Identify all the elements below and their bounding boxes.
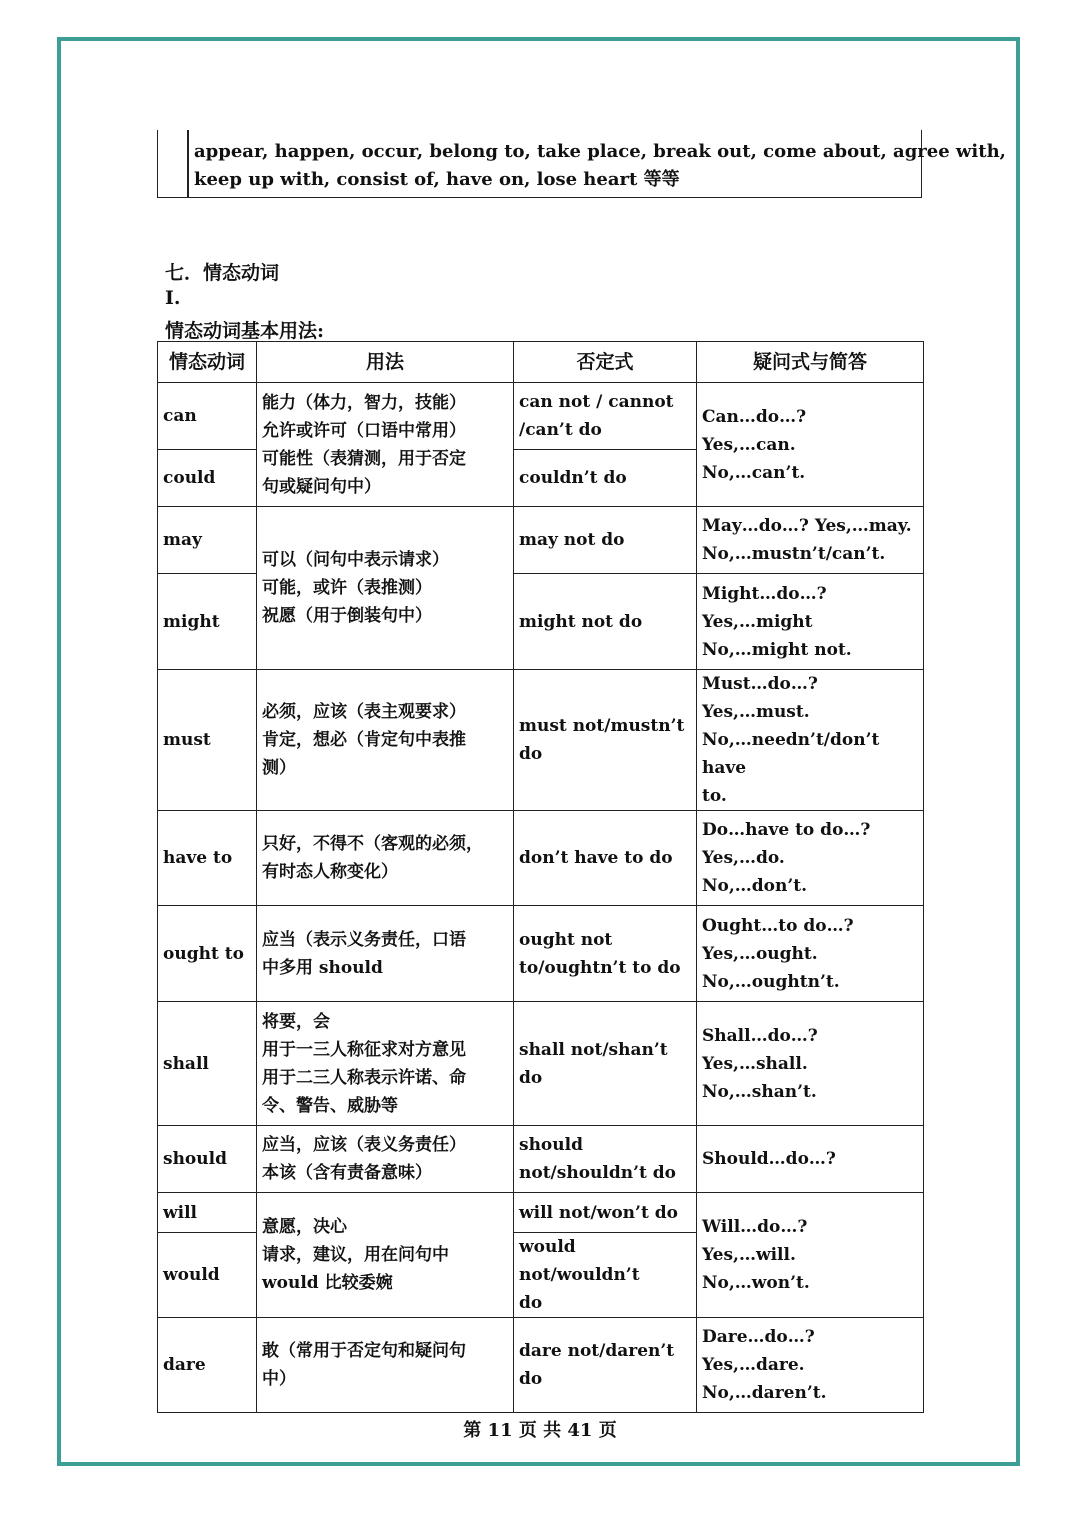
usage-cell: 必须，应该（表主观要求） 肯定，想必（肯定句中表推 测）: [257, 670, 514, 811]
usage-cell: 意愿，决心 请求，建议，用在问句中 would 比较委婉: [257, 1193, 514, 1318]
verb-cell: shall: [158, 1002, 257, 1126]
verb-cell: may: [158, 507, 257, 574]
question-cell: Do…have to do…? Yes,…do. No,…don’t.: [697, 811, 924, 906]
page-footer: 第 11 页 共 41 页: [463, 1420, 617, 1441]
question-cell: Shall…do…? Yes,…shall. No,…shan’t.: [697, 1002, 924, 1126]
verb-cell: might: [158, 574, 257, 670]
header-question: 疑问式与简答: [697, 342, 924, 383]
table-row: [158, 1193, 924, 1233]
negative-cell: ought not to/oughtn’t to do: [514, 906, 697, 1002]
section-subtitle: I.: [165, 287, 181, 309]
verb-cell: will: [158, 1193, 257, 1233]
negative-cell: should not/shouldn’t do: [514, 1126, 697, 1193]
negative-cell: dare not/daren’t do: [514, 1318, 697, 1413]
verb-cell: should: [158, 1126, 257, 1193]
verb-cell: ought to: [158, 906, 257, 1002]
negative-cell: will not/won’t do: [514, 1193, 697, 1233]
negative-cell: would not/wouldn’t do: [514, 1233, 697, 1318]
question-cell: Should…do…?: [697, 1126, 924, 1193]
question-cell: May…do…? Yes,…may. No,…mustn’t/can’t.: [697, 507, 924, 574]
table-row: [158, 906, 924, 1002]
table-header-row: [158, 342, 924, 383]
usage-cell: 可以（问句中表示请求） 可能，或许（表推测） 祝愿（用于倒装句中）: [257, 507, 514, 670]
table-row: [158, 811, 924, 906]
table-row: [158, 670, 924, 811]
negative-cell: couldn’t do: [514, 450, 697, 507]
table-row: [158, 383, 924, 450]
verb-cell: dare: [158, 1318, 257, 1413]
negative-cell: can not / cannot /can’t do: [514, 383, 697, 450]
question-cell: Must…do…? Yes,…must. No,…needn’t/don’t have to.: [697, 670, 924, 811]
continuation-divider: [187, 130, 189, 197]
usage-cell: 能力（体力，智力，技能） 允许或许可（口语中常用） 可能性（表猜测，用于否定 句或疑问句中）: [257, 383, 514, 507]
continuation-line-2: keep up with, consist of, have on, lose heart 等等: [194, 169, 680, 190]
negative-cell: might not do: [514, 574, 697, 670]
table-row: [158, 507, 924, 574]
continuation-text: [194, 138, 1006, 194]
header-verb: 情态动词: [158, 342, 257, 383]
negative-cell: shall not/shan’t do: [514, 1002, 697, 1126]
negative-cell: may not do: [514, 507, 697, 574]
continuation-table: [157, 130, 1006, 198]
verb-cell: have to: [158, 811, 257, 906]
usage-cell: 将要，会 用于一三人称征求对方意见 用于二三人称表示许诺、命 令、警告、威胁等: [257, 1002, 514, 1126]
table-row: [158, 1002, 924, 1126]
question-cell: Ought…to do…? Yes,…ought. No,…oughtn’t.: [697, 906, 924, 1002]
table-row: [158, 1318, 924, 1413]
question-cell: Dare…do…? Yes,…dare. No,…daren’t.: [697, 1318, 924, 1413]
question-cell: Can…do…? Yes,…can. No,…can’t.: [697, 383, 924, 507]
usage-cell: 敢（常用于否定句和疑问句 中）: [257, 1318, 514, 1413]
usage-cell: 应当，应该（表义务责任） 本该（含有责备意味）: [257, 1126, 514, 1193]
negative-cell: must not/mustn’t do: [514, 670, 697, 811]
verb-cell: must: [158, 670, 257, 811]
usage-cell: 只好，不得不（客观的必须， 有时态人称变化）: [257, 811, 514, 906]
verb-cell: could: [158, 450, 257, 507]
question-cell: Will…do…? Yes,…will. No,…won’t.: [697, 1193, 924, 1318]
verb-cell: would: [158, 1233, 257, 1318]
section-title: 七．情态动词: [165, 262, 280, 284]
table-caption: 情态动词基本用法:: [165, 320, 325, 342]
verb-cell: can: [158, 383, 257, 450]
header-usage: 用法: [257, 342, 514, 383]
table-row: [158, 1126, 924, 1193]
negative-cell: don’t have to do: [514, 811, 697, 906]
usage-cell: 应当（表示义务责任，口语 中多用 should: [257, 906, 514, 1002]
header-negative: 否定式: [514, 342, 697, 383]
continuation-line-1: appear, happen, occur, belong to, take place, break out, come about, agree with,: [194, 141, 1006, 162]
question-cell: Might…do…? Yes,…might No,…might not.: [697, 574, 924, 670]
modal-verbs-table: [157, 341, 924, 1413]
